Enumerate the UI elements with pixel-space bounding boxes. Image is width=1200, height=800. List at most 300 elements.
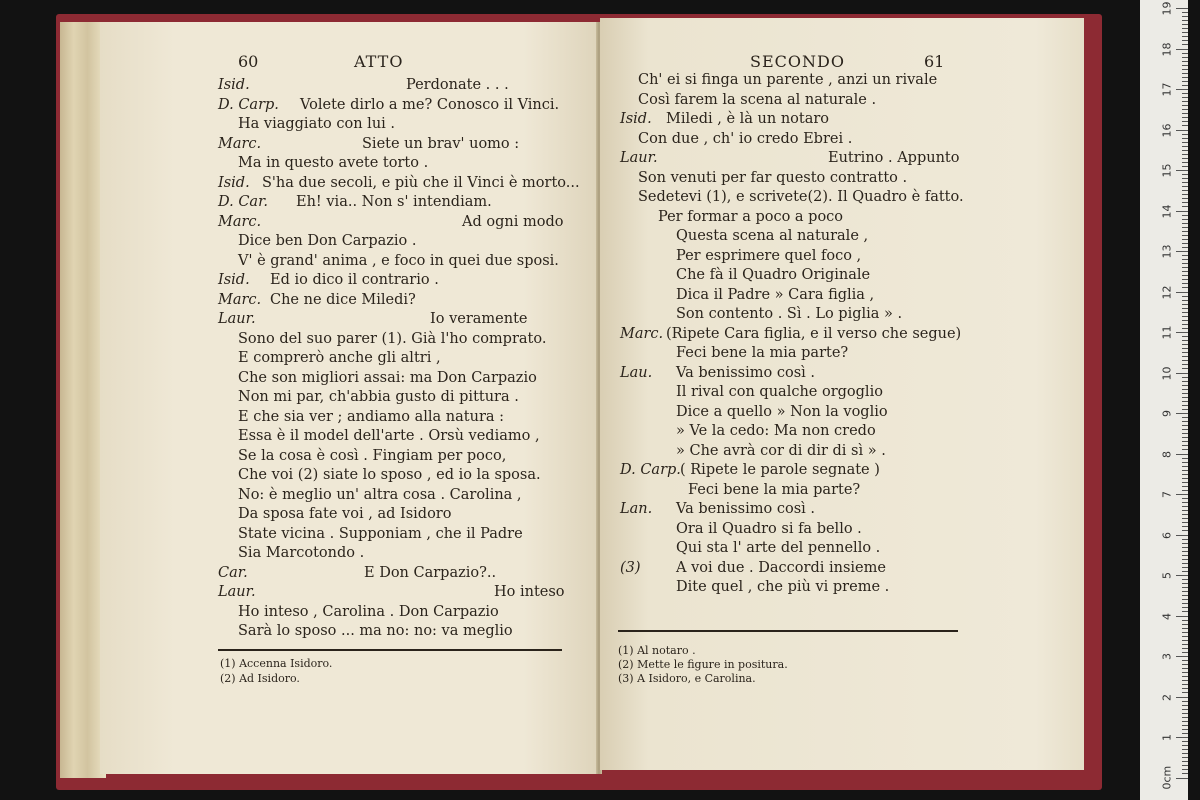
ruler-tick: [1176, 737, 1188, 738]
ruler-tick: [1182, 215, 1188, 216]
ruler-tick: [1182, 482, 1188, 483]
ruler-tick: [1176, 170, 1188, 171]
ruler-tick: [1182, 773, 1188, 774]
verse-text: Ad ogni modo: [462, 213, 564, 230]
text-line: [296, 193, 492, 211]
ruler-tick: [1182, 109, 1188, 110]
ruler-tick: [1182, 721, 1188, 722]
ruler-tick: [1176, 292, 1188, 293]
ruler-tick: [1182, 368, 1188, 369]
ruler-tick: [1176, 332, 1188, 333]
text-line: [676, 344, 848, 362]
ruler-tick: [1182, 603, 1188, 604]
text-line: [638, 91, 876, 109]
ruler-tick: [1182, 324, 1188, 325]
text-line: [676, 578, 889, 596]
ruler-tick: [1182, 591, 1188, 592]
ruler-tick: [1182, 194, 1188, 195]
text-line: [676, 422, 876, 440]
ruler-tick: [1182, 478, 1188, 479]
ruler-tick: [1176, 49, 1188, 50]
ruler-tick: [1176, 778, 1188, 779]
text-line: [238, 252, 559, 270]
ruler-tick: [1176, 211, 1188, 212]
verse-text: Ora il Quadro si fa bello .: [676, 520, 862, 537]
left-page-number: 60: [238, 52, 259, 71]
ruler-tick: [1182, 328, 1188, 329]
ruler-tick: [1182, 44, 1188, 45]
verse-text: Volete dirlo a me? Conosco il Vinci.: [300, 96, 560, 113]
ruler-tick: [1182, 308, 1188, 309]
ruler-tick: [1182, 757, 1188, 758]
ruler-tick: [1182, 745, 1188, 746]
ruler-tick: [1182, 312, 1188, 313]
ruler-tick: [1182, 279, 1188, 280]
verse-text: Dice ben Don Carpazio .: [238, 233, 417, 249]
ruler-tick: [1182, 644, 1188, 645]
speaker-label: Lan.: [620, 501, 653, 517]
ruler-tick: [1182, 113, 1188, 114]
verse-text: Miledi , è là un notaro: [666, 111, 830, 127]
verse-text: Dite quel , che più vi preme .: [676, 579, 890, 595]
verse-text: Da sposa fate voi , ad Isidoro: [238, 506, 452, 522]
ruler-tick: [1182, 474, 1188, 475]
ruler-tick: [1182, 401, 1188, 402]
text-line: [238, 447, 506, 465]
ruler-number: 17: [1160, 82, 1174, 97]
footnote: (3) A Isidoro, e Carolina.: [618, 672, 756, 685]
verse-text: E Don Carpazio?..: [364, 564, 497, 581]
ruler-tick: [1182, 227, 1188, 228]
ruler-tick: [1182, 733, 1188, 734]
ruler-tick: [1176, 616, 1188, 617]
text-line: [270, 271, 439, 289]
footnote: (1) Al notaro .: [618, 644, 696, 657]
speaker-label: D. Carp.: [620, 462, 681, 478]
ruler-tick: [1182, 150, 1188, 151]
text-line: [666, 110, 829, 128]
text-line: [828, 149, 959, 167]
ruler-number: 12: [1160, 285, 1174, 299]
text-line: [676, 539, 880, 557]
ruler-tick: [1176, 697, 1188, 698]
ruler-tick: [1182, 389, 1188, 390]
ruler-tick: [1182, 397, 1188, 398]
ruler-tick: [1182, 81, 1188, 82]
ruler-tick: [1182, 296, 1188, 297]
ruler-tick: [1182, 340, 1188, 341]
ruler-tick: [1182, 729, 1188, 730]
ruler-tick: [1176, 494, 1188, 495]
ruler-tick: [1182, 579, 1188, 580]
verse-text: Qui sta l' arte del pennello .: [676, 540, 881, 556]
ruler-tick: [1182, 506, 1188, 507]
ruler-tick: [1182, 725, 1188, 726]
ruler-tick: [1182, 632, 1188, 633]
ruler-number: 5: [1160, 572, 1174, 579]
ruler-tick: [1182, 672, 1188, 673]
ruler-tick: [1182, 239, 1188, 240]
ruler-tick: [1182, 555, 1188, 556]
footnote-rule: [618, 630, 958, 632]
text-line: [238, 349, 441, 367]
text-line: [238, 525, 523, 543]
speaker-label: Isid.: [218, 174, 250, 191]
text-line: [676, 442, 886, 460]
ruler-tick: [1182, 526, 1188, 527]
ruler-tick: [1182, 741, 1188, 742]
ruler-tick: [1182, 287, 1188, 288]
verse-text: No: è meglio un' altra cosa . Carolina ,: [238, 486, 522, 503]
verse-text: Questa scena al naturale ,: [676, 228, 869, 244]
ruler-tick: [1182, 61, 1188, 62]
text-line: [676, 247, 861, 265]
verse-text: Ch' ei si finga un parente , anzi un rivale: [638, 72, 938, 88]
verse-text: Va benissimo così .: [676, 364, 815, 381]
verse-text: » Ve la cedo: Ma non credo: [676, 423, 876, 439]
ruler-tick: [1182, 190, 1188, 191]
ruler-number: 1: [1160, 734, 1174, 741]
ruler-tick: [1182, 405, 1188, 406]
verse-text: Il rival con qualche orgoglio: [676, 384, 883, 400]
ruler-tick: [1182, 356, 1188, 357]
text-line: [238, 486, 522, 504]
ruler-tick: [1182, 761, 1188, 762]
speaker-label: Laur.: [218, 584, 256, 600]
ruler-tick: [1182, 498, 1188, 499]
text-line: [676, 403, 888, 421]
ruler-tick: [1182, 352, 1188, 353]
verse-text: Così farem la scena al naturale .: [638, 91, 877, 108]
ruler-number: 9: [1160, 410, 1174, 417]
ruler-tick: [1182, 381, 1188, 382]
right-page: [600, 18, 1084, 770]
verse-text: Son contento . Sì . Lo piglia » .: [676, 306, 903, 322]
ruler-tick: [1182, 93, 1188, 94]
text-line: [676, 500, 815, 518]
ruler-tick: [1182, 510, 1188, 511]
text-line: [666, 325, 961, 343]
ruler-tick: [1182, 664, 1188, 665]
ruler-number: 10: [1160, 366, 1174, 380]
ruler-number: 3: [1160, 653, 1174, 660]
ruler-tick: [1182, 105, 1188, 106]
ruler-tick: [1182, 316, 1188, 317]
ruler-number: 13: [1160, 244, 1174, 259]
ruler-tick: [1182, 255, 1188, 256]
text-line: [676, 559, 886, 577]
ruler-tick: [1182, 701, 1188, 702]
left-running-head: ATTO: [354, 52, 404, 71]
ruler-tick: [1182, 437, 1188, 438]
text-line: [638, 130, 852, 148]
ruler-tick: [1182, 660, 1188, 661]
ruler-tick: [1182, 134, 1188, 135]
ruler-number: 11: [1160, 325, 1174, 340]
ruler-tick: [1182, 275, 1188, 276]
ruler-tick: [1182, 417, 1188, 418]
text-line: [238, 388, 519, 406]
speaker-label: Lau.: [620, 364, 653, 381]
ruler-number: 15: [1160, 163, 1174, 178]
ruler-tick: [1182, 648, 1188, 649]
ruler-tick: [1182, 599, 1188, 600]
speaker-label: D. Carp.: [218, 96, 279, 113]
ruler-number: 19: [1160, 1, 1174, 16]
text-line: [238, 232, 417, 250]
speaker-label: Isid.: [218, 77, 250, 93]
ruler-tick: [1182, 409, 1188, 410]
ruler-tick: [1182, 705, 1188, 706]
verse-text: » Che avrà cor di dir di sì » .: [676, 442, 886, 459]
text-line: [238, 408, 504, 426]
speaker-label: Car.: [218, 564, 248, 581]
footnote-rule: [218, 649, 562, 651]
ruler-number: 2: [1160, 693, 1174, 701]
speaker-label: Marc.: [218, 213, 262, 230]
speaker-label: Marc.: [620, 325, 664, 342]
ruler-tick: [1182, 421, 1188, 422]
ruler-tick: [1182, 32, 1188, 33]
verse-text: Eh! via.. Non s' intendiam.: [296, 194, 492, 210]
text-line: [638, 188, 964, 206]
ruler-tick: [1182, 336, 1188, 337]
verse-text: Dice a quello » Non la voglio: [676, 403, 888, 420]
ruler-tick: [1182, 223, 1188, 224]
ruler-tick: [1182, 567, 1188, 568]
verse-text: Ed io dico il contrario .: [270, 272, 439, 288]
ruler-tick: [1182, 449, 1188, 450]
ruler-tick: [1182, 620, 1188, 621]
ruler-tick: [1182, 36, 1188, 37]
ruler-number: 18: [1160, 42, 1174, 56]
text-line: [238, 466, 541, 484]
ruler-tick: [1182, 769, 1188, 770]
ruler-tick: [1182, 271, 1188, 272]
ruler-tick: [1182, 595, 1188, 596]
ruler-tick: [1182, 547, 1188, 548]
ruler-tick: [1182, 587, 1188, 588]
text-line: [238, 369, 537, 387]
text-line: [262, 174, 580, 192]
ruler-tick: [1182, 117, 1188, 118]
ruler-tick: [1182, 486, 1188, 487]
ruler-tick: [1182, 235, 1188, 236]
ruler-tick: [1176, 656, 1188, 657]
verse-text: S'ha due secoli, e più che il Vinci è morto...: [262, 174, 580, 191]
verse-text: Per formar a poco a poco: [658, 208, 844, 225]
ruler-tick: [1182, 77, 1188, 78]
text-line: [638, 71, 937, 89]
ruler-tick: [1182, 713, 1188, 714]
ruler-tick: [1182, 28, 1188, 29]
text-line: [406, 76, 509, 94]
ruler-tick: [1182, 247, 1188, 248]
ruler-tick: [1182, 344, 1188, 345]
text-line: [300, 96, 559, 114]
verse-text: Per esprimere quel foco ,: [676, 247, 862, 264]
ruler-tick: [1182, 445, 1188, 446]
ruler-tick: [1182, 20, 1188, 21]
ruler-tick: [1182, 101, 1188, 102]
ruler-tick: [1176, 454, 1188, 455]
verse-text: Che ne dice Miledi?: [270, 291, 416, 308]
ruler-tick: [1182, 433, 1188, 434]
ruler-tick: [1182, 69, 1188, 70]
text-line: [494, 583, 565, 601]
ruler-tick: [1182, 530, 1188, 531]
ruler-tick: [1182, 206, 1188, 207]
text-line: [238, 622, 513, 640]
speaker-label: Laur.: [620, 150, 658, 166]
ruler-tick: [1176, 535, 1188, 536]
footnote: (2) Ad Isidoro.: [220, 672, 300, 685]
ruler-tick: [1182, 142, 1188, 143]
right-running-head: SECONDO: [750, 52, 845, 71]
text-line: [676, 305, 902, 323]
ruler-tick: [1182, 198, 1188, 199]
verse-text: E comprerò anche gli altri ,: [238, 350, 441, 366]
text-line: [364, 564, 496, 582]
ruler-tick: [1182, 539, 1188, 540]
ruler-tick: [1182, 85, 1188, 86]
verse-text: Con due , ch' io credo Ebrei .: [638, 130, 853, 147]
ruler-tick: [1176, 8, 1188, 9]
ruler-tick: [1182, 57, 1188, 58]
text-line: [462, 213, 563, 231]
verse-text: (Ripete Cara figlia, e il verso che segue): [666, 325, 962, 342]
text-line: [238, 603, 499, 621]
ruler-tick: [1182, 458, 1188, 459]
ruler-tick: [1182, 668, 1188, 669]
ruler-tick: [1182, 563, 1188, 564]
verse-text: State vicina . Supponiam , che il Padre: [238, 525, 523, 542]
ruler-tick: [1182, 348, 1188, 349]
text-line: [238, 154, 428, 172]
speaker-label: Marc.: [218, 135, 262, 152]
text-line: [676, 286, 874, 304]
ruler-tick: [1182, 263, 1188, 264]
ruler-tick: [1182, 684, 1188, 685]
ruler-tick: [1182, 146, 1188, 147]
ruler-tick: [1182, 676, 1188, 677]
ruler-tick: [1182, 765, 1188, 766]
text-line: [676, 520, 862, 538]
ruler-tick: [1182, 24, 1188, 25]
ruler-tick: [1182, 514, 1188, 515]
right-page-number: 61: [924, 52, 945, 71]
ruler-tick: [1182, 12, 1188, 13]
speaker-label: Marc.: [218, 291, 262, 308]
ruler-tick: [1182, 125, 1188, 126]
text-line: [238, 330, 546, 348]
ruler-tick: [1182, 40, 1188, 41]
ruler-tick: [1182, 182, 1188, 183]
text-line: [688, 481, 860, 499]
verse-text: Io veramente: [430, 311, 528, 327]
ruler-tick: [1182, 571, 1188, 572]
ruler-tick: [1176, 373, 1188, 374]
verse-text: Perdonate . . .: [406, 77, 509, 93]
ruler-tick: [1182, 267, 1188, 268]
measuring-ruler: [1140, 0, 1188, 800]
speaker-label: Isid.: [218, 272, 250, 288]
ruler-tick: [1182, 16, 1188, 17]
ruler-tick: [1182, 490, 1188, 491]
ruler-tick: [1176, 251, 1188, 252]
ruler-number: 8: [1160, 450, 1174, 458]
text-line: [430, 310, 528, 328]
verse-text: Che voi (2) siate lo sposo , ed io la sposa.: [238, 467, 541, 483]
footnote: (2) Mette le figure in positura.: [618, 658, 788, 671]
text-line: [362, 135, 519, 153]
ruler-tick: [1182, 466, 1188, 467]
ruler-tick: [1182, 320, 1188, 321]
ruler-tick: [1182, 717, 1188, 718]
ruler-tick: [1182, 543, 1188, 544]
verse-text: Va benissimo così .: [676, 501, 815, 517]
ruler-tick: [1182, 709, 1188, 710]
verse-text: Che fà il Quadro Originale: [676, 267, 871, 283]
verse-text: Ho inteso , Carolina . Don Carpazio: [238, 603, 499, 620]
ruler-tick: [1182, 518, 1188, 519]
ruler-tick: [1176, 130, 1188, 131]
ruler-tick: [1182, 611, 1188, 612]
verse-text: ( Ripete le parole segnate ): [680, 462, 880, 478]
ruler-tick: [1182, 470, 1188, 471]
verse-text: Siete un brav' uomo :: [362, 135, 520, 152]
ruler-tick: [1182, 360, 1188, 361]
ruler-tick: [1182, 283, 1188, 284]
verse-text: E che sia ver ; andiamo alla natura :: [238, 408, 505, 425]
ruler-tick: [1182, 624, 1188, 625]
ruler-tick: [1182, 680, 1188, 681]
ruler-tick: [1182, 243, 1188, 244]
ruler-tick: [1182, 304, 1188, 305]
verse-text: Son venuti per far questo contratto .: [638, 169, 908, 186]
ruler-tick: [1182, 259, 1188, 260]
ruler-number: 7: [1160, 491, 1174, 498]
verse-text: Feci bene la mia parte?: [676, 345, 849, 361]
footnote: (1) Accenna Isidoro.: [220, 657, 333, 670]
verse-text: Feci bene la mia parte?: [688, 481, 861, 498]
ruler-tick: [1182, 753, 1188, 754]
ruler-tick: [1182, 154, 1188, 155]
speaker-label: D. Car.: [218, 194, 269, 210]
ruler-number: 6: [1160, 531, 1174, 539]
text-line: [638, 169, 907, 187]
ruler-tick: [1176, 575, 1188, 576]
ruler-tick: [1182, 551, 1188, 552]
ruler-tick: [1182, 522, 1188, 523]
ruler-tick: [1182, 364, 1188, 365]
ruler-tick: [1182, 138, 1188, 139]
ruler-number: 14: [1160, 204, 1174, 218]
ruler-tick: [1182, 174, 1188, 175]
ruler-tick: [1182, 688, 1188, 689]
verse-text: Sia Marcotondo .: [238, 545, 365, 561]
verse-text: Ma in questo avete torto .: [238, 155, 429, 171]
ruler-tick: [1182, 202, 1188, 203]
ruler-tick: [1182, 393, 1188, 394]
ruler-tick: [1182, 652, 1188, 653]
ruler-tick: [1182, 178, 1188, 179]
ruler-number: 16: [1160, 123, 1174, 137]
text-line: [238, 115, 395, 133]
verse-text: Ha viaggiato con lui .: [238, 116, 396, 132]
ruler-tick: [1182, 121, 1188, 122]
speaker-label: (3): [620, 559, 641, 576]
